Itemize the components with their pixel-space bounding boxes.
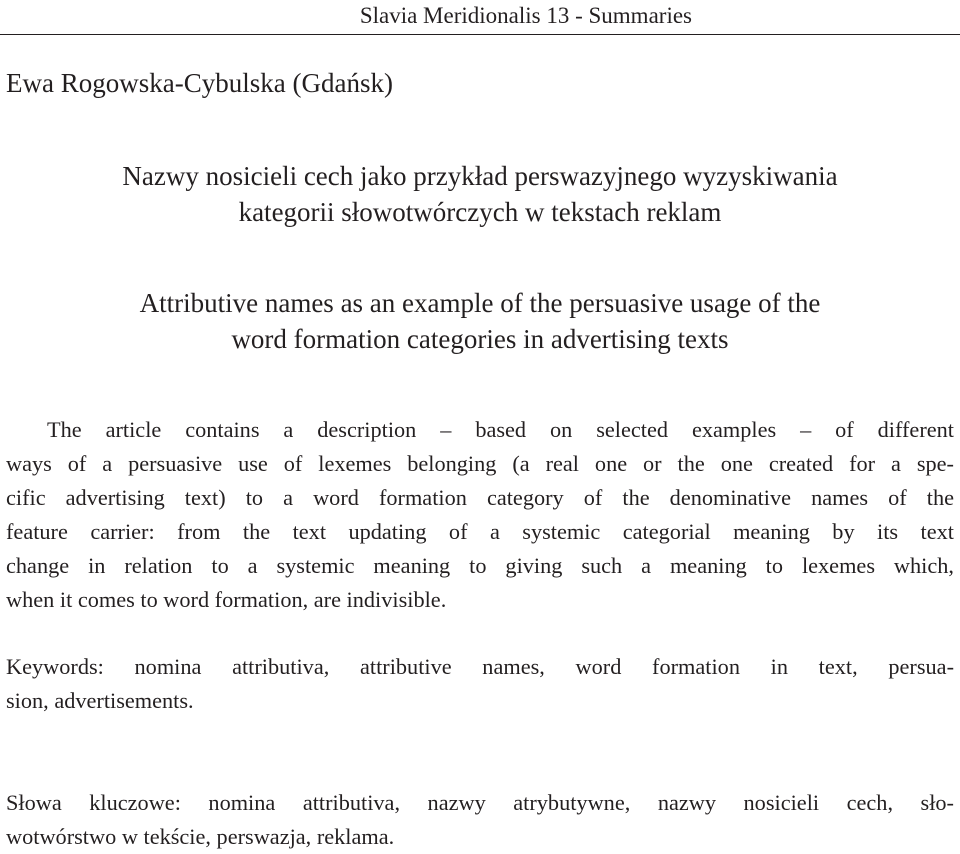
- keywords-english-line: sion, advertisements.: [6, 688, 194, 713]
- running-head-text: Slavia Meridionalis 13 - Summaries: [359, 3, 692, 28]
- running-head: [0, 0, 960, 35]
- title-english: [0, 285, 960, 357]
- keywords-polish-line: wotwórstwo w tekście, perswazja, reklama.: [6, 824, 395, 849]
- keywords-polish: [6, 786, 954, 854]
- abstract-line: The article contains a description – based on selected examples – of different: [47, 417, 954, 442]
- title-polish-line: Nazwy nosicieli cech jako przykład perswazyjnego wyzyskiwania: [122, 161, 838, 191]
- title-polish-line: kategorii słowotwórczych w tekstach reklam: [238, 197, 722, 227]
- abstract-line: feature carrier: from the text updating of a systemic categorial meaning by its text: [6, 519, 954, 544]
- keywords-polish-line: Słowa kluczowe: nomina attributiva, nazwy atrybutywne, nazwy nosicieli cech, sło-: [6, 790, 954, 815]
- abstract-line: change in relation to a systemic meaning to giving such a meaning to lexemes which,: [6, 553, 954, 578]
- abstract-line: ways of a persuasive use of lexemes belonging (a real one or the one created for a spe-: [6, 451, 954, 476]
- title-polish: [0, 158, 960, 230]
- abstract-line: when it comes to word formation, are indivisible.: [6, 587, 447, 612]
- abstract-paragraph: [6, 413, 954, 617]
- author-name: Ewa Rogowska-Cybulska (Gdańsk): [6, 68, 393, 98]
- keywords-english-line: Keywords: nomina attributiva, attributive names, word formation in text, persua-: [6, 654, 954, 679]
- abstract-line: cific advertising text) to a word formation category of the denominative names of the: [6, 485, 954, 510]
- title-english-line: Attributive names as an example of the persuasive usage of the: [139, 288, 821, 318]
- keywords-english: [6, 650, 954, 718]
- title-english-line: word formation categories in advertising texts: [231, 324, 729, 354]
